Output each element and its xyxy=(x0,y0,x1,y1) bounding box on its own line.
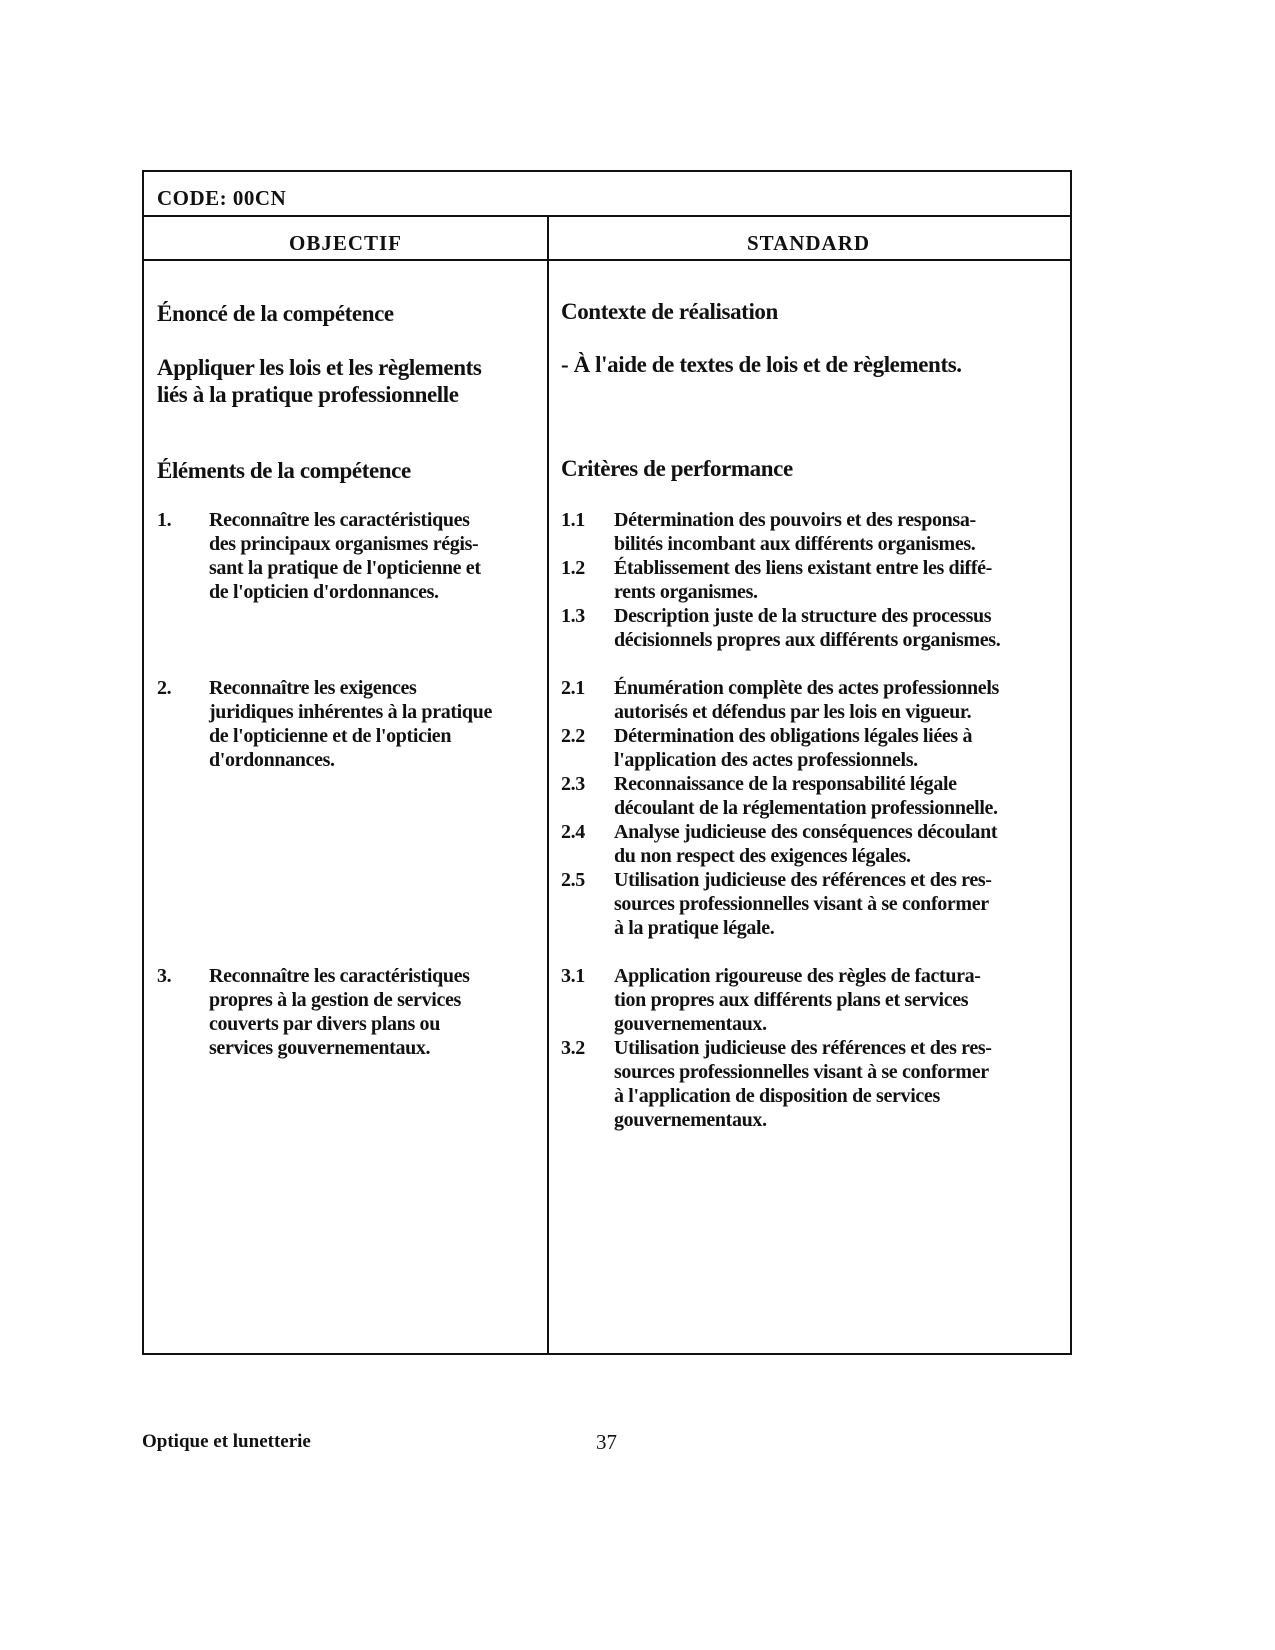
critere-line: découlant de la réglementation professionnelle. xyxy=(614,797,998,819)
critere-text xyxy=(614,868,992,940)
standard-header: STANDARD xyxy=(746,231,871,255)
element-line: des principaux organismes régis- xyxy=(209,533,479,555)
critere-text xyxy=(614,604,1000,652)
critere-text xyxy=(614,820,997,868)
critere-number: 2.1 xyxy=(561,677,585,699)
critere-line: sources professionnelles visant à se conformer xyxy=(614,893,989,915)
contexte-text: - À l'aide de textes de lois et de règlements. xyxy=(561,352,962,377)
critere-line: gouvernementaux. xyxy=(614,1013,767,1035)
element-number: 3. xyxy=(157,965,172,987)
critere-text xyxy=(614,724,972,772)
critere-line: Énumération complète des actes professionnels xyxy=(614,677,999,699)
critere-number: 1.3 xyxy=(561,605,585,627)
element-line: d'ordonnances. xyxy=(209,749,335,771)
element-line: Reconnaître les exigences xyxy=(209,677,417,699)
enonce-text xyxy=(157,354,481,408)
critere-line: Reconnaissance de la responsabilité légale xyxy=(614,773,957,795)
critere-number: 3.1 xyxy=(561,965,585,987)
critere-line: bilités incombant aux différents organismes. xyxy=(614,533,976,555)
critere-text xyxy=(614,1036,992,1132)
enonce-line: liés à la pratique professionnelle xyxy=(157,382,459,407)
critere-line: Utilisation judicieuse des références et des res- xyxy=(614,869,992,891)
critere-line: l'application des actes professionnels. xyxy=(614,749,918,771)
critere-line: Application rigoureuse des règles de factura- xyxy=(614,965,981,987)
element-line: Reconnaître les caractéristiques xyxy=(209,965,470,987)
criteres-title: Critères de performance xyxy=(561,456,793,481)
element-line: couverts par divers plans ou xyxy=(209,1013,440,1035)
critere-text xyxy=(614,508,976,556)
element-line: de l'opticien d'ordonnances. xyxy=(209,581,439,603)
critere-line: Analyse judicieuse des conséquences découlant xyxy=(614,821,998,843)
critere-number: 2.3 xyxy=(561,773,585,795)
critere-line: à l'application de disposition de services xyxy=(614,1085,940,1107)
element-line: Reconnaître les caractéristiques xyxy=(209,509,470,531)
enonce-title: Énoncé de la compétence xyxy=(157,301,394,326)
critere-line: gouvernementaux. xyxy=(614,1109,767,1131)
critere-line: Détermination des pouvoirs et des responsa- xyxy=(614,509,976,531)
critere-text xyxy=(614,772,998,820)
critere-line: Description juste de la structure des processus xyxy=(614,605,992,627)
element-number: 2. xyxy=(157,677,172,699)
element-text xyxy=(209,508,481,604)
element-line: services gouvernementaux. xyxy=(209,1037,431,1059)
critere-line: du non respect des exigences légales. xyxy=(614,845,911,867)
critere-line: décisionnels propres aux différents organismes. xyxy=(614,629,1001,651)
critere-number: 2.4 xyxy=(561,821,585,843)
footer-program: Optique et lunetterie xyxy=(142,1431,311,1452)
critere-line: Établissement des liens existant entre les diffé- xyxy=(614,557,992,579)
page-number: 37 xyxy=(596,1430,617,1454)
critere-text xyxy=(614,964,981,1036)
critere-number: 1.2 xyxy=(561,557,585,579)
enonce-line: Appliquer les lois et les règlements xyxy=(157,355,482,380)
critere-number: 2.5 xyxy=(561,869,585,891)
critere-line: tion propres aux différents plans et services xyxy=(614,989,969,1011)
critere-number: 2.2 xyxy=(561,725,585,747)
critere-line: à la pratique légale. xyxy=(614,917,775,939)
objectif-header: OBJECTIF xyxy=(288,231,403,255)
element-text xyxy=(209,676,492,772)
element-line: sant la pratique de l'opticienne et xyxy=(209,557,481,579)
element-number: 1. xyxy=(157,509,172,531)
critere-number: 1.1 xyxy=(561,509,585,531)
critere-line: sources professionnelles visant à se conformer xyxy=(614,1061,989,1083)
column-divider xyxy=(547,216,549,1353)
header-row-divider xyxy=(144,259,1070,261)
competency-code: CODE: 00CN xyxy=(157,186,287,210)
code-row-divider xyxy=(144,215,1070,217)
critere-text xyxy=(614,676,999,724)
critere-text xyxy=(614,556,992,604)
element-line: juridiques inhérentes à la pratique xyxy=(209,701,492,723)
critere-number: 3.2 xyxy=(561,1037,585,1059)
critere-line: Détermination des obligations légales liées à xyxy=(614,725,973,747)
contexte-title: Contexte de réalisation xyxy=(561,299,778,324)
element-line: de l'opticienne et de l'opticien xyxy=(209,725,452,747)
critere-line: autorisés et défendus par les lois en vigueur. xyxy=(614,701,972,723)
critere-line: rents organismes. xyxy=(614,581,758,603)
critere-line: Utilisation judicieuse des références et des res- xyxy=(614,1037,992,1059)
element-text xyxy=(209,964,470,1060)
element-line: propres à la gestion de services xyxy=(209,989,461,1011)
elements-title: Éléments de la compétence xyxy=(157,458,411,483)
